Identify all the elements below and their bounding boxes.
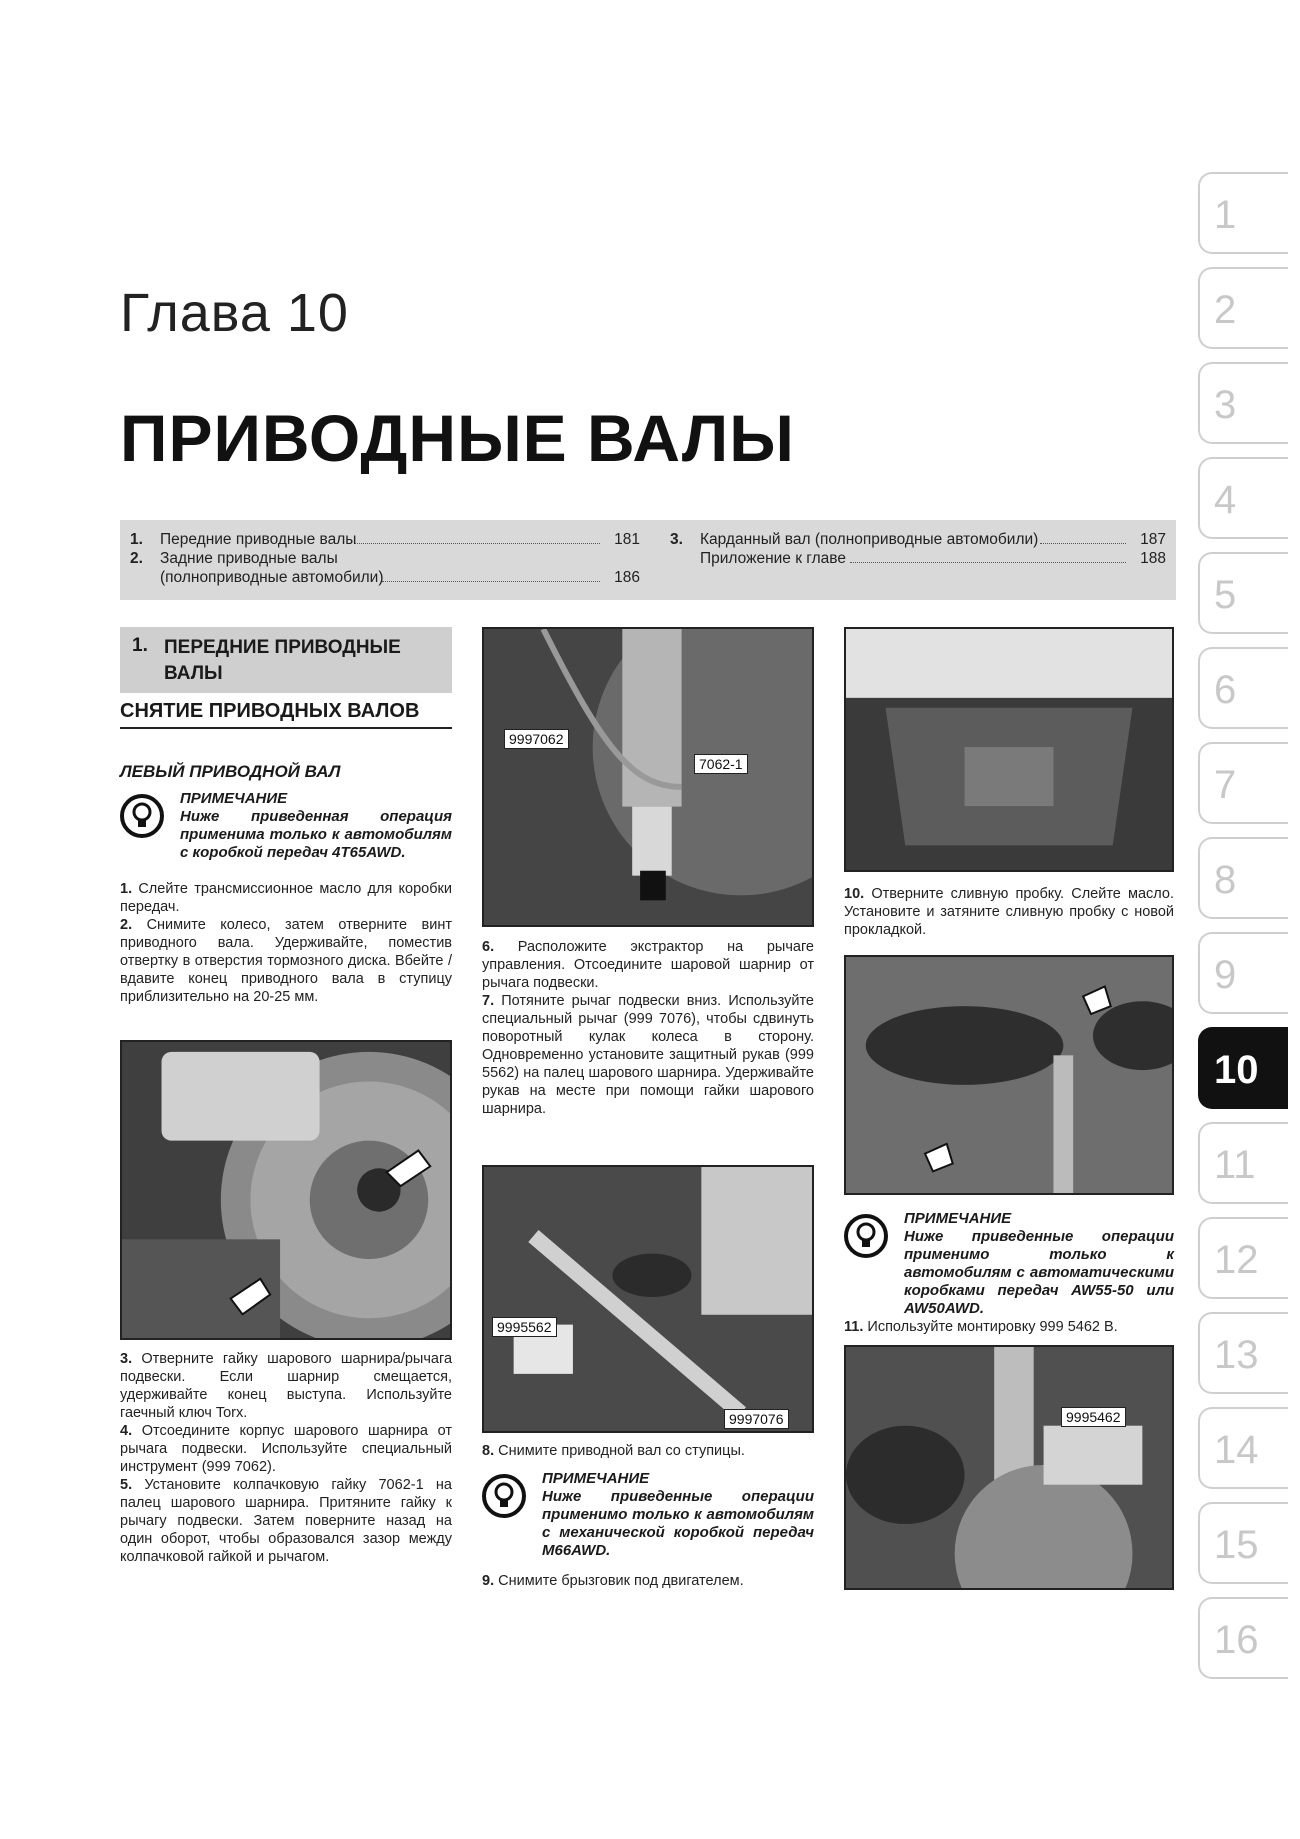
chapter-title: ПРИВОДНЫЕ ВАЛЫ (120, 401, 795, 475)
toc-entry-continued[interactable] (120, 568, 640, 587)
chapter-tab-12[interactable]: 12 (1198, 1217, 1288, 1299)
step-paragraph: 8. Снимите приводной вал со ступицы. (482, 1443, 745, 1459)
step-paragraph: 10. Отверните сливную пробку. Слейте масло. Установите и затяните сливную пробку с новой прокладкой. (844, 886, 1174, 938)
toc-page: 181 (614, 531, 640, 548)
chapter-tab-5[interactable]: 5 (1198, 552, 1288, 634)
toc-entry[interactable] (660, 549, 1166, 568)
note-box (120, 790, 452, 872)
chapter-tab-11[interactable]: 11 (1198, 1122, 1288, 1204)
toc-entry[interactable] (120, 530, 640, 549)
note-text: Ниже приведенные операции применимо только к автомобилям с механической коробкой передач M66AWD. (542, 1488, 814, 1559)
chapter-tab-14[interactable]: 14 (1198, 1407, 1288, 1489)
toc-num: 3. (670, 531, 683, 548)
step-paragraph: 3. Отверните гайку шарового шарнира/рычага подвески. Если шарнир смещается, удерживайте конец выступа. Используйте гаечный ключ Torx. 4. Отсоедините корпус шарового шарнира от рычага подвески. Используйте специальный инструмент (999 7062). 5. Установите колпачковую гайку 7062-1 на палец шарового шарнира. Притяните гайку к рычагу подвески. Затем поверните назад на один оборот, чтобы образовался зазор между колпачковой гайкой и рычагом. (120, 1351, 453, 1565)
photo-engine-splash-guard (844, 627, 1174, 872)
toc-text: Карданный вал (полноприводные автомобили) (700, 531, 1039, 548)
note-text: Ниже приведенная операция применима только к автомобилям с коробкой передач 4T65AWD. (180, 808, 452, 861)
note-box (844, 1210, 1174, 1317)
tool-label: 9997076 (724, 1409, 789, 1429)
toc-num: 2. (130, 550, 143, 567)
chapter-tab-8[interactable]: 8 (1198, 837, 1288, 919)
chapter-tab-7[interactable]: 7 (1198, 742, 1288, 824)
chapter-tab-16[interactable]: 16 (1198, 1597, 1288, 1679)
toc-text: Задние приводные валы (160, 550, 338, 567)
chapter-toc (120, 520, 1176, 600)
tool-label: 9995562 (492, 1317, 557, 1337)
toc-entry[interactable] (660, 530, 1166, 549)
chapter-tab-13[interactable]: 13 (1198, 1312, 1288, 1394)
left-shaft-heading: ЛЕВЫЙ ПРИВОДНОЙ ВАЛ (120, 762, 341, 781)
chapter-tab-15[interactable]: 15 (1198, 1502, 1288, 1584)
note-text: Ниже приведенные операции применимо только к автомобилям с автоматическими коробками передач AW55-50 или AW50AWD. (904, 1228, 1174, 1317)
step-paragraph: 9. Снимите брызговик под двигателем. (482, 1573, 744, 1589)
step-paragraph: 11. Используйте монтировку 999 5462 В. (844, 1319, 1118, 1335)
section-title: ПЕРЕДНИЕ ПРИВОДНЫЕ ВАЛЫ (164, 637, 401, 684)
note-box (482, 1470, 814, 1566)
toc-text: Приложение к главе (700, 550, 846, 567)
info-lightbulb-icon (844, 1214, 888, 1258)
chapter-tab-1[interactable]: 1 (1198, 172, 1288, 254)
photo-pry-bar (844, 1345, 1174, 1590)
info-lightbulb-icon (120, 794, 164, 838)
info-lightbulb-icon (482, 1474, 526, 1518)
toc-text: Передние приводные валы (160, 531, 357, 548)
chapter-tab-4[interactable]: 4 (1198, 457, 1288, 539)
section-header (120, 627, 452, 693)
subsection-heading: СНЯТИЕ ПРИВОДНЫХ ВАЛОВ (120, 700, 452, 729)
step-paragraph: 6. Расположите экстрактор на рычаге управления. Отсоедините шаровой шарнир от рычага подвески. 7. Потяните рычаг подвески вниз. Используйте специальный рычаг (999 7076), чтобы сдвинуть поворотный кулак колеса в сторону. Одновременно установите защитный рукав (999 5562) на палец шарового шарнира. Удерживайте рукав на месте при помощи гайки шарового шарнира. (482, 939, 814, 1117)
chapter-tab-6[interactable]: 6 (1198, 647, 1288, 729)
step-paragraph: 1. Слейте трансмиссионное масло для коробки передач. 2. Снимите колесо, затем отверните винт приводного вала. Удерживайте, поместив отвертку в отверстия тормозного диска. Вбейте /вдавите конец приводного вала в ступицу приблизительно на 20-25 мм. (120, 881, 453, 1005)
toc-page: 187 (1140, 531, 1166, 548)
photo-suspension-lever (482, 1165, 814, 1433)
toc-page: 186 (614, 569, 640, 586)
photo-wheel-hub (120, 1040, 452, 1340)
note-title: ПРИМЕЧАНИЕ (180, 790, 288, 807)
chapter-tab-3[interactable]: 3 (1198, 362, 1288, 444)
chapter-label: Глава 10 (120, 283, 349, 343)
tool-label: 7062-1 (694, 754, 748, 774)
toc-entry[interactable] (120, 549, 640, 568)
note-title: ПРИМЕЧАНИЕ (904, 1210, 1012, 1227)
chapter-tab-2[interactable]: 2 (1198, 267, 1288, 349)
photo-ball-joint-extractor (482, 627, 814, 927)
section-number: 1. (132, 635, 148, 656)
chapter-tab-10-active[interactable]: 10 (1198, 1027, 1288, 1109)
chapter-tab-9[interactable]: 9 (1198, 932, 1288, 1014)
tool-label: 9997062 (504, 729, 569, 749)
note-title: ПРИМЕЧАНИЕ (542, 1470, 650, 1487)
tool-label: 9995462 (1061, 1407, 1126, 1427)
toc-text: (полноприводные автомобили) (160, 569, 384, 586)
toc-page: 188 (1140, 550, 1166, 567)
photo-drain-plug (844, 955, 1174, 1195)
toc-num: 1. (130, 531, 143, 548)
